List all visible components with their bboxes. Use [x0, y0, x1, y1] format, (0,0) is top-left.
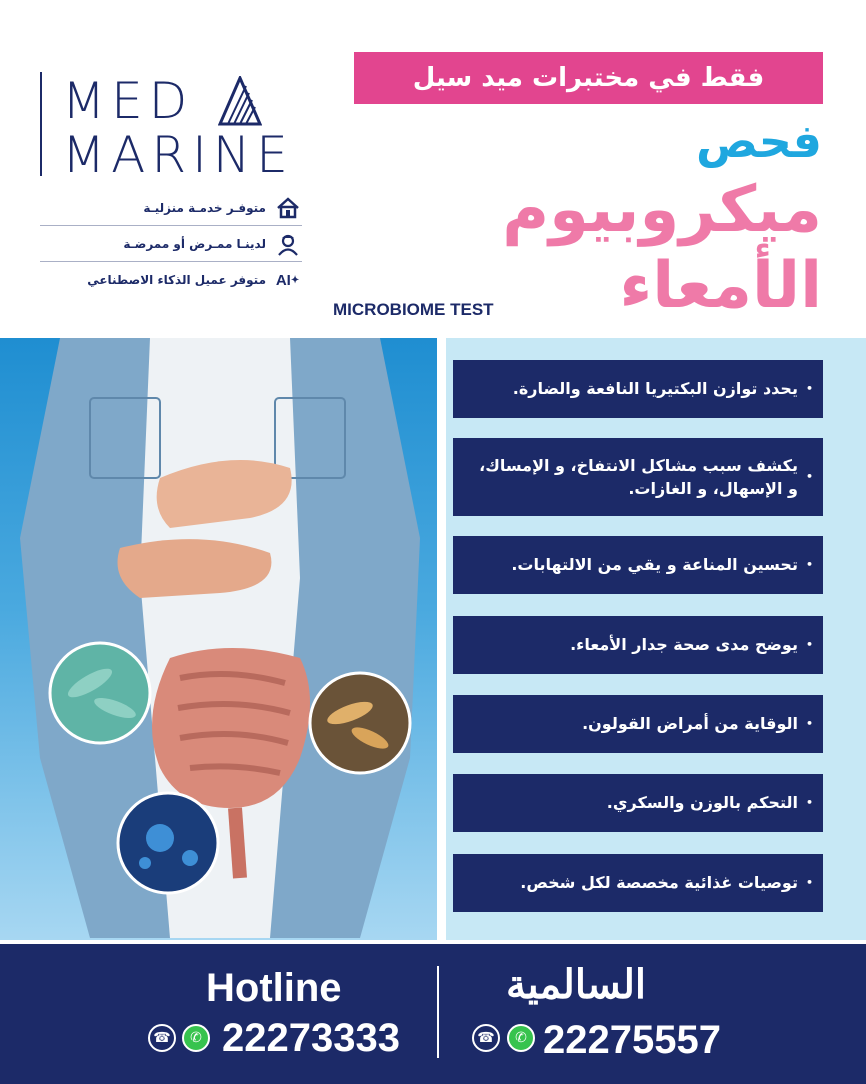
- vertical-divider: [437, 338, 446, 940]
- benefit-item: [453, 616, 823, 674]
- benefit-item: [453, 854, 823, 912]
- salmiya-phone[interactable]: 22275557: [543, 1018, 721, 1062]
- ai-sparkle-icon: ✦ AI: [275, 271, 300, 289]
- footer-divider: [437, 966, 439, 1058]
- benefit-text: يحدد توازن البكتيريا النافعة والضارة.: [512, 379, 798, 399]
- gut-illustration: [0, 338, 437, 940]
- english-title: MICROBIOME TEST: [333, 300, 494, 319]
- feature-nurse: [40, 226, 302, 262]
- whatsapp-icon[interactable]: ✆: [507, 1024, 535, 1052]
- bullet: •: [805, 638, 813, 652]
- bullet: •: [805, 382, 813, 396]
- benefit-text: تحسين المناعة و يقي من الالتهابات.: [511, 555, 798, 575]
- hotline-title: Hotline: [206, 966, 342, 1010]
- phone-call-icon[interactable]: ☎: [472, 1024, 500, 1052]
- bullet: •: [805, 717, 813, 731]
- footer-contacts: [0, 940, 866, 1084]
- bullet: •: [805, 558, 813, 572]
- bullet: •: [805, 876, 813, 890]
- benefit-text: يوضح مدى صحة جدار الأمعاء.: [570, 635, 798, 655]
- benefit-text: يكشف سبب مشاكل الانتفاخ، و الإمساك، و الإسهال، و الغازات.: [479, 455, 798, 498]
- feature-label: لدينـا ممـرض أو ممرضـة: [123, 236, 266, 251]
- benefit-item: [453, 695, 823, 753]
- house-icon: [274, 194, 302, 222]
- feature-ai-agent: [40, 262, 302, 298]
- title-line-2: ميكروبيوم: [502, 173, 822, 247]
- feature-label: متوفر عميل الذكاء الاصطناعي: [87, 273, 266, 287]
- salmiya-title: السالمية: [506, 963, 646, 1007]
- title-line-3: الأمعاء: [619, 249, 822, 323]
- benefit-text: توصيات غذائية مخصصة لكل شخص.: [520, 873, 798, 893]
- person-intestine-illustration: [0, 338, 437, 940]
- benefit-item: [453, 360, 823, 418]
- benefit-item: [453, 536, 823, 594]
- promo-banner: فقط في مختبرات ميد سيل: [354, 52, 823, 104]
- phone-call-icon[interactable]: ☎: [148, 1024, 176, 1052]
- benefit-text: الوقاية من أمراض القولون.: [582, 714, 798, 734]
- bullet: •: [805, 470, 813, 484]
- logo-line-1: MED: [62, 72, 194, 130]
- feature-home-service: [40, 190, 302, 226]
- logo-vertical-line: [40, 72, 42, 176]
- logo-triangle-icon: [218, 76, 262, 126]
- benefit-item: [453, 438, 823, 516]
- title-line-1: فحص: [695, 114, 822, 168]
- hotline-phone[interactable]: 22273333: [222, 1016, 400, 1060]
- feature-label: متوفـر خدمـة منزليـة: [143, 200, 266, 215]
- features-list: [40, 190, 302, 298]
- bullet: •: [805, 796, 813, 810]
- whatsapp-icon[interactable]: ✆: [182, 1024, 210, 1052]
- benefit-item: [453, 774, 823, 832]
- benefit-text: التحكم بالوزن والسكري.: [606, 793, 798, 813]
- nurse-icon: [274, 230, 302, 258]
- logo-line-2: MARINE: [62, 126, 294, 184]
